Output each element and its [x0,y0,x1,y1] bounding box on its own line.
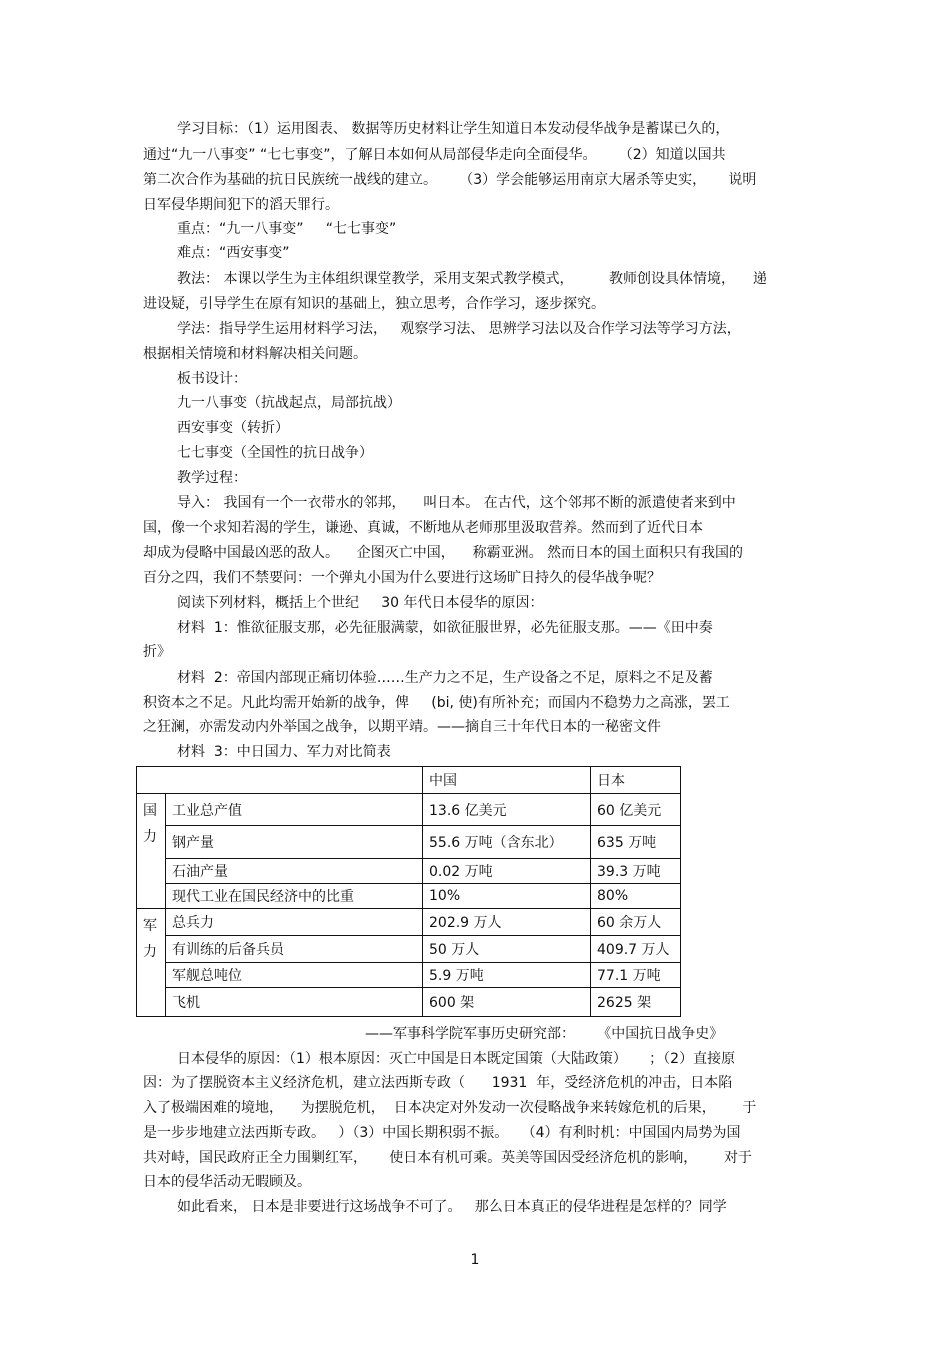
table-row [137,988,681,1017]
table-cell-item: 钢产量 [166,826,423,859]
process-heading: 教学过程： [177,470,247,486]
objective-line-4: 日军侵华期间犯下的滔天罪行。 [143,197,339,213]
table-cell-japan: 39.3 万吨 [591,859,681,884]
table-cell-china: 50 万人 [423,936,591,963]
table-cell-china: 55.6 万吨（含东北） [423,826,591,859]
table-source: ——军事科学院军事历史研究部： 《中国抗日战争史》 [365,1026,724,1042]
material-2-line-1: 材料 2：帝国内部现正痛切体验……生产力之不足，生产设备之不足，原料之不足及蓄 [177,670,713,686]
material-3-caption: 材料 3：中日国力、军力对比简表 [177,744,391,760]
table-cell-china: 202.9 万人 [423,909,591,936]
table-cell-china: 600 架 [423,988,591,1017]
causes-line-4: 是一步步地建立法西斯专政。 ）（3）中国长期积弱不振。 （4）有利时机：中国国内局势为国 [143,1125,741,1141]
table-cell-japan: 409.7 万人 [591,936,681,963]
table-row [137,794,681,826]
material-1-line-2: 折》 [143,644,171,660]
material-2-line-3: 之狂澜，亦需发动内外举国之战争，以期平靖。——摘自三十年代日本的一秘密文件 [143,719,661,735]
table-cell-item: 工业总产值 [166,794,423,826]
closing-line: 如此看来， 日本是非要进行这场战争不可了。 那么日本真正的侵华进程是怎样的？同学 [177,1199,727,1215]
difficult-points: 难点：“西安事变” [177,245,290,261]
learning-method-line-2: 根据相关情境和材料解决相关问题。 [143,346,367,362]
table-cell-item: 总兵力 [166,909,423,936]
key-points: 重点：“九一八事变” “七七事变” [177,221,397,237]
table-cell-item: 飞机 [166,988,423,1017]
table-cell-item: 石油产量 [166,859,423,884]
intro-line-2: 国，像一个求知若渴的学生，谦逊、真诚，不断地从老师那里汲取营养。然而到了近代日本 [143,520,703,536]
table-cell-japan: 60 亿美元 [591,794,681,826]
objective-line-3: 第二次合作为基础的抗日民族统一战线的建立。 （3）学会能够运用南京大屠杀等史实， 说明 [143,172,757,188]
table-cell-japan: 2625 架 [591,988,681,1017]
causes-line-3: 入了极端困难的境地， 为摆脱危机， 日本决定对外发动一次侵略战争来转嫁危机的后果， 于 [143,1100,757,1116]
category-military-strength: 军 力 [137,909,166,1017]
table-row [137,963,681,988]
table-header-japan: 日本 [591,767,681,794]
table-row [137,909,681,936]
causes-line-1: 日本侵华的原因：（1）根本原因：灭亡中国是日本既定国策（大陆政策） ；（2）直接原 [177,1051,736,1067]
table-row [137,936,681,963]
causes-line-6: 日本的侵华活动无暇顾及。 [143,1174,311,1190]
table-cell-china: 5.9 万吨 [423,963,591,988]
intro-line-1: 导入： 我国有一个一衣带水的邻邦， 叫日本。 在古代，这个邻邦不断的派遣使者来到中 [177,495,736,511]
objective-line-1: 学习目标：（1）运用图表、 数据等历史材料让学生知道日本发动侵华战争是蓄谋已久的， [177,121,730,137]
table-corner-cell [137,767,423,794]
table-cell-item: 军舰总吨位 [166,963,423,988]
table-row [137,859,681,884]
table-cell-china: 0.02 万吨 [423,859,591,884]
reading-prompt: 阅读下列材料，概括上个世纪 30 年代日本侵华的原因： [177,595,544,611]
category-national-strength: 国 力 [137,794,166,909]
board-item-2: 西安事变（转折） [177,420,289,436]
board-item-3: 七七事变（全国性的抗日战争） [177,445,373,461]
intro-line-4: 百分之四，我们不禁要问：一个弹丸小国为什么要进行这场旷日持久的侵华战争呢？ [143,570,661,586]
board-design-heading: 板书设计： [177,371,247,387]
board-item-1: 九一八事变（抗战起点，局部抗战） [177,395,401,411]
table-cell-japan: 77.1 万吨 [591,963,681,988]
page-number: 1 [470,1252,480,1268]
teaching-method-line-1: 教法： 本课以学生为主体组织课堂教学，采用支架式教学模式， 教师创设具体情境， 递 [177,271,767,287]
material-2-line-2: 积资本之不足。凡此均需开始新的战争，俾 (bi, 使)有所补充；而国内不稳势力之高涨，罢工 [143,695,730,711]
table-cell-item: 有训练的后备兵员 [166,936,423,963]
table-cell-china: 10% [423,884,591,909]
causes-line-2: 因：为了摆脱资本主义经济危机，建立法西斯专政（ 1931 年，受经济危机的冲击，日本陷 [143,1075,733,1091]
objective-line-2: 通过“九一八事变” “七七事变”，了解日本如何从局部侵华走向全面侵华。 （2）知道以国共 [143,147,726,163]
table-cell-china: 13.6 亿美元 [423,794,591,826]
learning-method-line-1: 学法：指导学生运用材料学习法， 观察学习法、 思辨学习法以及合作学习法等学习方法， [177,321,741,337]
causes-line-5: 共对峙，国民政府正全力围剿红军， 使日本有机可乘。英美等国因受经济危机的影响， 对于 [143,1150,752,1166]
material-1-line-1: 材料 1：惟欲征服支那，必先征服满蒙，如欲征服世界，必先征服支那。——《田中奏 [177,620,713,636]
table-cell-japan: 80% [591,884,681,909]
table-cell-item: 现代工业在国民经济中的比重 [166,884,423,909]
table-header-china: 中国 [423,767,591,794]
table-cell-japan: 635 万吨 [591,826,681,859]
comparison-table [136,766,681,1017]
table-cell-japan: 60 余万人 [591,909,681,936]
table-header-row [137,767,681,794]
teaching-method-line-2: 进设疑，引导学生在原有知识的基础上，独立思考，合作学习，逐步探究。 [143,296,605,312]
intro-line-3: 却成为侵略中国最凶恶的敌人。 企图灭亡中国， 称霸亚洲。 然而日本的国土面积只有我国的 [143,545,744,561]
table-row [137,884,681,909]
table-row [137,826,681,859]
